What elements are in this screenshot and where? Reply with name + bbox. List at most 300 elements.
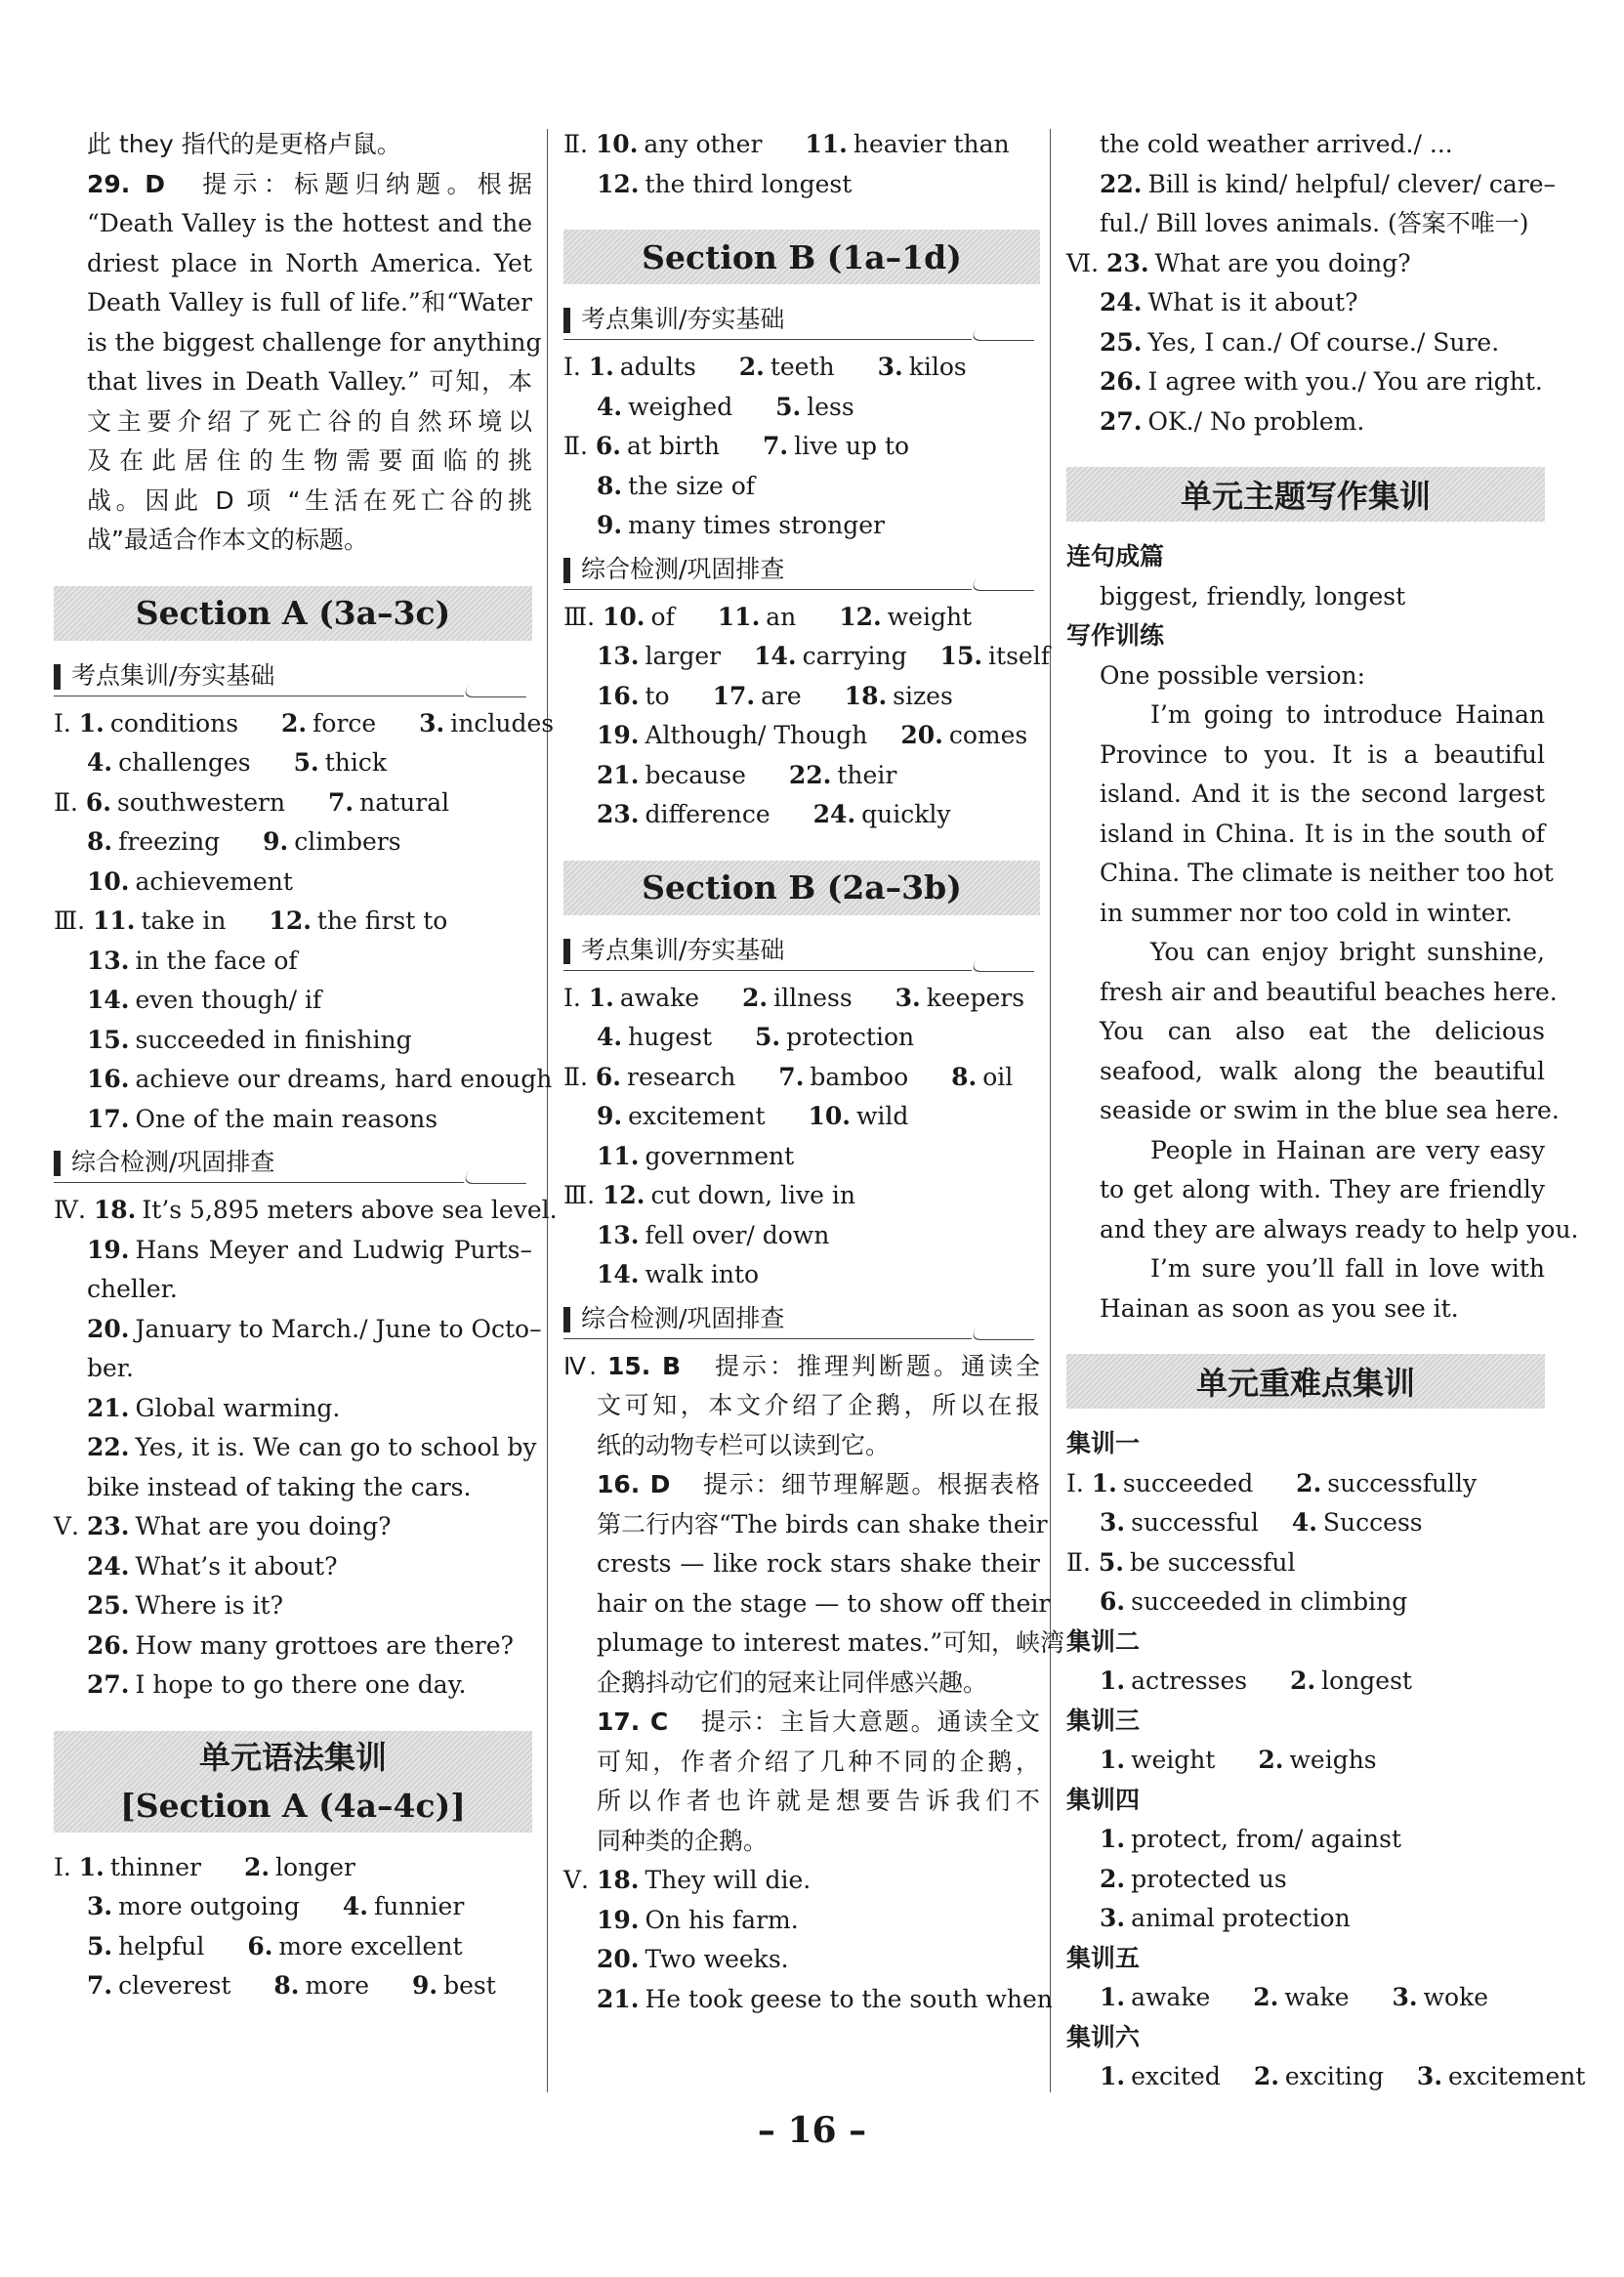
page-number: – 16 – (757, 2110, 867, 2151)
answer-text: freezing (118, 827, 221, 856)
answer-text: cleverest (118, 1971, 231, 2000)
roman-numeral: Ⅰ. (54, 708, 71, 738)
answer-row (563, 1901, 1040, 1941)
answer-number: 12. (597, 169, 640, 198)
answer-number: 11. (597, 1141, 640, 1170)
essay-line: seafood, walk along the beautiful (1100, 1056, 1545, 1085)
answer-text: woke (1423, 1983, 1489, 2011)
answer-text: heavier than (853, 130, 1010, 158)
answer-number: 14. (87, 986, 130, 1014)
drill-label: 集训二 (1066, 1626, 1141, 1656)
answer-text: force (312, 708, 377, 738)
answer-text: even though/ if (135, 986, 322, 1014)
answer-number: 1. (1100, 1825, 1126, 1853)
answer-number: 3. (87, 1892, 113, 1920)
answer-number: 13. (87, 946, 130, 975)
text-line: “Death Valley is the hottest and the (87, 209, 532, 237)
answer-number: 10. (595, 130, 639, 158)
roman-numeral: Ⅰ. (563, 353, 581, 381)
answer-text: protection (786, 1023, 915, 1051)
text-line: biggest, friendly, longest (1100, 581, 1406, 611)
answer-row (54, 1666, 532, 1706)
answer-number: 13. (597, 1220, 640, 1249)
answer-text: best (443, 1971, 496, 2000)
answer-number: 17. (712, 681, 756, 710)
answer-row (563, 165, 1040, 205)
answer-text: What are you doing? (135, 1512, 392, 1540)
answer-row (54, 1100, 532, 1140)
answer-row (563, 506, 1040, 546)
answer-number: 6. (595, 1062, 622, 1091)
section-banner: Section B (1a–1d) (563, 230, 1040, 284)
answer-number: 6. (85, 787, 112, 817)
answer-number: 10. (603, 602, 645, 631)
answer-number: 12. (839, 602, 882, 631)
answer-row (54, 704, 555, 744)
answer-16 (563, 1465, 1040, 1505)
roman-numeral: Ⅰ. (563, 983, 581, 1012)
answer-number: 23. (597, 800, 640, 828)
answer-number: 1. (1100, 2062, 1126, 2090)
answer-text: excited (1131, 2062, 1221, 2090)
answer-number: 1. (78, 1852, 104, 1881)
answer-number: 7. (328, 787, 354, 817)
answer-text: keepers (926, 983, 1025, 1012)
answer-row (54, 1231, 532, 1271)
roman-numeral: Ⅴ. (54, 1512, 80, 1540)
answer-number: 6. (247, 1931, 273, 1961)
answer-row (563, 979, 1040, 1019)
answer-number: 2. (1100, 1864, 1126, 1893)
answer-number: 1. (1091, 1468, 1117, 1497)
answer-text: It’s 5,895 meters above sea level. (142, 1196, 558, 1224)
roman-numeral: Ⅰ. (54, 1852, 71, 1881)
answer-number: 9. (597, 511, 623, 539)
essay-line: You can enjoy bright sunshine, (1150, 938, 1545, 966)
answer-row (563, 125, 1040, 165)
column-1 (54, 125, 558, 2006)
answer-number: 4. (597, 392, 623, 421)
answer-number: 17. C (597, 1708, 669, 1736)
answer-row (1066, 1741, 1545, 1781)
answer-row (1066, 244, 1545, 284)
subsection-heading: 考点集训/夯实基础 (54, 656, 464, 696)
answer-row (54, 1310, 542, 1350)
answer-number: 8. (951, 1062, 978, 1091)
answer-number: 17. (87, 1104, 130, 1133)
answer-text: carrying (802, 642, 907, 670)
answer-number: 2. (738, 353, 765, 381)
answer-text: Two weeks. (645, 1945, 789, 1973)
answer-number: 19. (597, 1905, 640, 1934)
text-line: driest place in North America. Yet (87, 248, 532, 277)
answer-text: the size of (628, 471, 756, 500)
text-line: bike instead of taking the cars. (87, 1472, 472, 1501)
answer-text: are (761, 681, 802, 710)
answer-text: kilos (908, 353, 967, 381)
answer-text: oil (982, 1062, 1014, 1091)
answer-row (1066, 362, 1545, 402)
answer-row (1066, 2057, 1586, 2097)
answer-number: 11. (805, 130, 848, 158)
hint-text: 提示：标题归纳题。根据 (196, 169, 532, 198)
answer-text: includes (450, 708, 555, 738)
answer-row (1066, 1503, 1545, 1543)
column-divider (547, 129, 548, 2092)
answer-text: Yes, it is. We can go to school by (135, 1433, 537, 1461)
answer-number: 25. (1100, 327, 1143, 357)
answer-text: illness (773, 983, 853, 1012)
answer-text: teeth (770, 353, 835, 381)
answer-number: 9. (411, 1971, 438, 2000)
answer-text: protect, from/ against (1131, 1825, 1402, 1853)
answer-text: Where is it? (135, 1591, 284, 1620)
answer-row (1066, 1899, 1545, 1939)
answer-row (1066, 1543, 1545, 1583)
text-line: 文可知，本文介绍了企鹅，所以在报 (597, 1391, 1040, 1419)
text-line: that lives in Death Valley.” 可知，本 (87, 367, 532, 396)
drill-label: 集训一 (1066, 1429, 1141, 1457)
answer-text: exciting (1284, 2062, 1384, 2090)
roman-numeral: Ⅱ. (1066, 1547, 1091, 1577)
subsection-heading: 考点集训/夯实基础 (563, 300, 972, 340)
answer-text: many times stronger (628, 511, 885, 539)
answer-text: January to March./ June to Octo– (135, 1314, 542, 1343)
answer-text: He took geese to the south when (645, 1984, 1053, 2013)
answer-text: excitement (1448, 2062, 1586, 2090)
answer-text: walk into (645, 1260, 760, 1288)
roman-numeral: Ⅴ. (563, 1866, 590, 1894)
answer-number: 2. (742, 983, 769, 1012)
answer-number: 5. (293, 748, 319, 777)
essay-line: island in China. It is in the south of (1100, 819, 1545, 848)
answer-text: What’s it about? (135, 1551, 338, 1581)
text-line: hair on the stage — to show off their (597, 1588, 1051, 1618)
roman-numeral: Ⅲ. (54, 907, 86, 935)
answer-number: 18. (844, 681, 888, 710)
answer-text: achievement (135, 866, 293, 896)
answer-number: 24. (87, 1551, 130, 1581)
essay-line: Hainan as soon as you see it. (1100, 1293, 1459, 1323)
text-line: 企鹅抖动它们的冠来让同伴感兴趣。 (597, 1667, 988, 1697)
answer-text: take in (141, 907, 227, 935)
answer-number: 1. (1100, 1983, 1126, 2011)
answer-text: What are you doing? (1154, 248, 1411, 277)
roman-numeral: Ⅰ. (1066, 1468, 1084, 1497)
roman-numeral: Ⅱ. (563, 1062, 588, 1091)
essay-line: island. And it is the second largest (1100, 780, 1545, 808)
answer-row (54, 1021, 532, 1061)
answer-row (1066, 1820, 1545, 1860)
answer-row (1066, 1464, 1545, 1504)
answer-number: 9. (263, 827, 289, 856)
text-line: the cold weather arrived./ ... (1100, 130, 1453, 158)
section-banner: 单元重难点集训 (1066, 1354, 1545, 1409)
answer-text: quickly (861, 800, 951, 828)
answer-number: 23. (86, 1512, 130, 1540)
answer-number: 5. (754, 1023, 781, 1051)
answer-text: weight (1131, 1746, 1216, 1774)
answer-number: 26. (1100, 367, 1143, 396)
roman-numeral: Ⅲ. (563, 1181, 596, 1209)
answer-text: to (645, 681, 670, 710)
answer-text: Global warming. (135, 1393, 341, 1422)
answer-text: weighed (628, 392, 733, 421)
answer-text: Bill is kind/ helpful/ clever/ care– (1147, 169, 1556, 198)
answer-number: 19. (87, 1235, 130, 1264)
answer-text: thinner (109, 1852, 201, 1881)
answer-text: climbers (294, 827, 401, 856)
answer-number: 24. (812, 800, 856, 828)
answer-number: 16. D (597, 1470, 671, 1498)
answer-number: 3. (1392, 1983, 1418, 2011)
answer-row (563, 1058, 1040, 1098)
answer-text: funnier (373, 1892, 465, 1920)
answer-number: 4. (1291, 1508, 1317, 1537)
answer-number: 24. (1100, 288, 1143, 316)
text-line: 战”最适合作本文的标题。 (87, 526, 368, 554)
answer-text: adults (619, 353, 696, 381)
answer-text: succeeded in climbing (1131, 1587, 1408, 1616)
answer-text: conditions (109, 708, 239, 738)
answer-text: animal protection (1131, 1904, 1351, 1932)
answer-text: achieve our dreams, hard enough (135, 1065, 553, 1093)
answer-number: 21. (597, 1984, 640, 2013)
answer-number: 9. (597, 1102, 623, 1130)
answer-number: 12. (603, 1181, 645, 1209)
answer-text: cut down, live in (650, 1181, 856, 1209)
answer-row (54, 1887, 532, 1927)
answer-number: 25. (87, 1591, 130, 1620)
answer-row (54, 942, 532, 982)
answer-number: 16. (597, 681, 640, 710)
answer-row (1066, 1860, 1545, 1900)
answer-row (54, 981, 532, 1021)
text-line: 同种类的企鹅。 (597, 1826, 769, 1855)
answer-number: 2. (1290, 1666, 1316, 1695)
text-line: plumage to interest mates.”可知，峡湾 (597, 1628, 1065, 1657)
answer-number: 4. (87, 748, 113, 777)
answer-text: longer (275, 1852, 355, 1881)
answer-row (54, 1507, 532, 1547)
answer-number: 23. (1106, 248, 1149, 277)
answer-text: be successful (1130, 1547, 1296, 1577)
answer-row (54, 822, 532, 863)
answer-row (563, 756, 1040, 796)
answer-text: an (766, 602, 797, 631)
answer-number: 1. (588, 353, 614, 381)
answer-row (54, 902, 532, 942)
answer-row (1066, 1662, 1545, 1702)
answer-text: excitement (628, 1102, 766, 1130)
answer-text: succeeded in finishing (135, 1025, 412, 1054)
drill-label: 集训四 (1066, 1785, 1141, 1814)
answer-text: larger (645, 642, 722, 670)
answer-number: 2. (281, 708, 308, 738)
answer-text: more excellent (278, 1931, 463, 1961)
answer-text: successful (1131, 1508, 1259, 1537)
answer-text: successfully (1327, 1468, 1478, 1497)
answer-text: live up to (794, 432, 910, 460)
answer-number: 27. (87, 1670, 130, 1699)
roman-numeral: Ⅲ. (563, 602, 596, 631)
text-line: Death Valley is full of life.”和“Water (87, 288, 532, 316)
answer-number: 18. (596, 1866, 640, 1894)
answer-row (1066, 283, 1545, 323)
answer-text: southwestern (117, 787, 286, 817)
text-line: 可知，作者介绍了几种不同的企鹅， (597, 1747, 1040, 1776)
answer-number: 22. (87, 1433, 130, 1461)
answer-row (54, 1191, 558, 1231)
answer-text: OK./ No problem. (1147, 406, 1365, 436)
hint-text: 提示：主旨大意题。通读全文 (699, 1708, 1040, 1736)
answer-row (563, 1216, 1040, 1256)
column-3 (1066, 125, 1586, 2097)
answer-number: 3. (877, 353, 903, 381)
answer-row (563, 1176, 1040, 1216)
answer-text: protected us (1131, 1864, 1287, 1893)
essay-line: You can also eat the delicious (1100, 1017, 1545, 1045)
text-line: ful./ Bill loves animals. (答案不唯一) (1100, 209, 1529, 237)
essay-line: Province to you. It is a beautiful (1100, 739, 1545, 769)
answer-text: One of the main reasons (135, 1104, 438, 1133)
answer-row (54, 1927, 532, 1967)
answer-text: research (627, 1062, 736, 1091)
answer-number: 15. (87, 1025, 130, 1054)
answer-number: 15. (939, 642, 983, 670)
answer-number: 11. (717, 602, 761, 631)
text-line: 及在此居住的生物需要面临的挑 (87, 446, 532, 475)
answer-text: their (837, 760, 897, 789)
answer-row (563, 1940, 1040, 1980)
answer-number: 27. (1100, 406, 1143, 436)
subsection-heading: 综合检测/巩固排查 (563, 1299, 972, 1339)
answer-text: weighs (1289, 1746, 1377, 1774)
roman-numeral: Ⅵ. (1066, 248, 1100, 277)
hint-text: 提示：细节理解题。根据表格 (701, 1470, 1040, 1498)
answer-text: itself (988, 642, 1050, 670)
subsection-label: 写作训练 (1066, 621, 1165, 650)
text-line: 所以作者也许就是想要告诉我们不 (597, 1787, 1040, 1815)
drill-label: 集训六 (1066, 2022, 1141, 2051)
answer-number: 22. (1100, 169, 1143, 198)
answer-text: government (645, 1141, 795, 1170)
answer-text: Although/ Though (645, 721, 868, 749)
answer-number: 11. (93, 907, 136, 935)
answer-row (563, 427, 1040, 467)
answer-number: 3. (1100, 1508, 1126, 1537)
answer-text: What is it about? (1147, 288, 1358, 316)
banner-subtitle: [Section A (4a–4c)] (120, 1786, 466, 1825)
answer-text: succeeded (1122, 1468, 1254, 1497)
answer-number: 7. (87, 1971, 113, 2000)
answer-row (54, 1626, 532, 1666)
answer-row (1066, 402, 1545, 443)
answer-number: 1. (588, 983, 614, 1012)
answer-row (54, 863, 532, 903)
answer-row (563, 716, 1040, 756)
answer-number: 19. (597, 721, 640, 749)
answer-text: wake (1284, 1983, 1350, 2011)
answer-number: 3. (1416, 2062, 1443, 2090)
answer-text: challenges (118, 748, 251, 777)
answer-17 (563, 1703, 1040, 1743)
answer-row (563, 1980, 1053, 2020)
answer-text: difference (645, 800, 770, 828)
answer-text: actresses (1131, 1666, 1248, 1695)
text-line: One possible version: (1100, 660, 1366, 690)
answer-number: 1. (1100, 1666, 1126, 1695)
answer-number: 4. (342, 1892, 368, 1920)
answer-number: 3. (1100, 1904, 1126, 1932)
banner-title: 单元语法集训 (198, 1738, 387, 1776)
text-line: 文主要介绍了死亡谷的自然环境以 (87, 406, 532, 436)
answer-number: 16. (87, 1065, 130, 1093)
drill-label: 集训三 (1066, 1706, 1141, 1735)
answer-number: 2. (1253, 1983, 1279, 2011)
answer-text: bamboo (810, 1062, 909, 1091)
answer-row (563, 1137, 1040, 1177)
answer-row (563, 795, 1040, 835)
answer-row (563, 388, 1040, 428)
answer-number: 1. (1100, 1746, 1126, 1774)
hint-text: 提示：推理判断题。通读全 (712, 1351, 1040, 1380)
answer-number: 10. (87, 866, 130, 896)
answer-text: less (807, 392, 854, 421)
answer-row (563, 677, 1040, 717)
roman-numeral: Ⅳ. (563, 1351, 598, 1380)
answer-number: 26. (87, 1630, 130, 1660)
text-line: 纸的动物专栏可以读到它。 (597, 1430, 891, 1459)
answer-row (54, 1389, 532, 1429)
answer-number: 7. (762, 432, 789, 460)
answer-number: 20. (900, 721, 943, 749)
answer-number: 13. (597, 642, 640, 670)
answer-row (563, 1097, 1040, 1137)
column-2 (563, 125, 1065, 2019)
answer-text: awake (619, 983, 700, 1012)
section-banner: Section A (3a–3c) (54, 586, 532, 641)
answer-text: How many grottoes are there? (135, 1630, 514, 1660)
answer-text: because (645, 760, 746, 789)
answer-number: 5. (775, 392, 802, 421)
answer-number: 3. (419, 708, 445, 738)
answer-number: 29. D (87, 169, 166, 198)
drill-label: 集训五 (1066, 1943, 1141, 1972)
answer-row (563, 1255, 1040, 1295)
answer-number: 21. (597, 760, 640, 789)
answer-text: the third longest (645, 169, 853, 198)
answer-text: I hope to go there one day. (135, 1670, 467, 1699)
answer-text: wild (855, 1102, 909, 1130)
answer-text: in the face of (135, 946, 298, 975)
answer-29 (54, 165, 532, 205)
answer-number: 15. B (606, 1351, 682, 1380)
answer-text: any other (644, 130, 763, 158)
answer-row (54, 1547, 532, 1587)
answer-number: 2. (243, 1852, 271, 1881)
answer-number: 3. (895, 983, 921, 1012)
answer-number: 21. (87, 1393, 130, 1422)
answer-number: 18. (93, 1196, 137, 1224)
answer-number: 5. (87, 1931, 113, 1961)
answer-text: hugest (628, 1023, 712, 1051)
answer-text: thick (324, 748, 387, 777)
answer-row (1066, 165, 1556, 205)
answer-number: 20. (87, 1314, 130, 1343)
answer-number: 12. (269, 907, 312, 935)
answer-row (54, 1586, 532, 1626)
